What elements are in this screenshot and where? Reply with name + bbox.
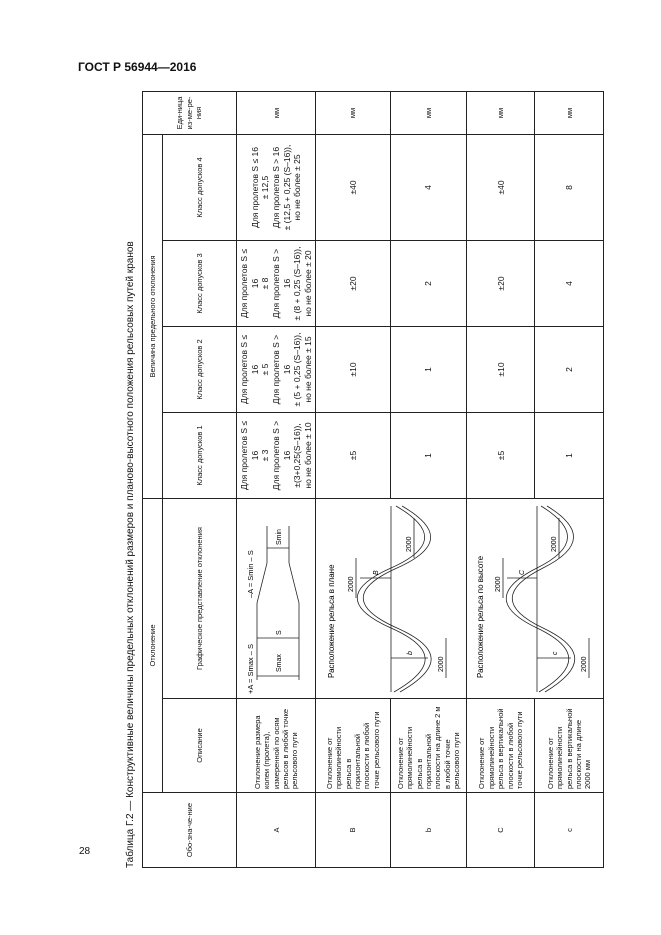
table-title: Таблица Г.2 — Конструктивные величины предельных отклонений размеров и планово-высотного положения рельсовых путей кранов bbox=[125, 241, 136, 868]
table-row bbox=[390, 91, 467, 867]
header-class-1: Класс допусков 1 bbox=[163, 413, 237, 499]
header-limit-group: Величина предельного отклонения bbox=[143, 134, 163, 498]
plan-caption: Расположение рельса в плане bbox=[327, 564, 337, 678]
graphic-cell bbox=[467, 499, 604, 699]
unit-cell: мм bbox=[237, 91, 316, 134]
graphic-cell bbox=[316, 499, 467, 699]
tolerance-table bbox=[142, 91, 604, 868]
length-label: 2000 bbox=[495, 576, 503, 592]
header-graphic: Графическое представление отклонения bbox=[163, 499, 237, 699]
designation-cell: c bbox=[535, 793, 604, 868]
table-row bbox=[316, 91, 390, 867]
class-3-value: 4 bbox=[535, 241, 604, 327]
b-upper-label: B bbox=[373, 570, 381, 575]
smin-label: Smin bbox=[276, 529, 284, 545]
description-cell: Отклонение от прямолинейности рельса в горизонтальной плоскости в любой точке рельсового пути bbox=[316, 699, 390, 793]
designation-cell: B bbox=[316, 793, 390, 868]
description-cell: Отклонение от прямолинейности рельса в вертикальной плоскости на длине 2000 мм bbox=[535, 699, 604, 793]
page-number: 28 bbox=[79, 846, 91, 857]
table-row bbox=[467, 91, 535, 867]
description-cell: Отклонение размера колеи (пролета), измеренной по осям рельсов в любой точке рельсового пути bbox=[237, 699, 316, 793]
length-label: 2000 bbox=[348, 576, 356, 592]
class-4-value: Для пролетов S ≤ 16 ± 12,5 Для пролетов S > 16 ± (12,5 + 0,25 (S–16)), но не более ± 25 bbox=[237, 134, 316, 240]
class-1-value: 1 bbox=[535, 413, 604, 499]
horizontal-straightness-diagram bbox=[316, 500, 466, 698]
class-1-value: Для пролетов S ≤ 16 ± 3 Для пролетов S > 16 ±(3+0,25(S–16)), но не более ± 10 bbox=[237, 413, 316, 499]
smax-label: Smax bbox=[276, 654, 284, 672]
height-caption: Расположение рельса по высоте bbox=[476, 555, 486, 678]
c-upper-label: C bbox=[519, 569, 527, 575]
table-row bbox=[237, 91, 316, 867]
class-3-value: 2 bbox=[390, 241, 467, 327]
class-2-value: ±10 bbox=[316, 327, 390, 413]
class-2-value: ±10 bbox=[467, 327, 535, 413]
header-description: Описание bbox=[163, 699, 237, 793]
description-cell: Отклонение от прямолинейности рельса в вертикальной плоскости в любой точке рельсового пути bbox=[467, 699, 535, 793]
unit-cell: мм bbox=[390, 91, 467, 134]
document-code: ГОСТ Р 56944—2016 bbox=[78, 60, 197, 74]
formula-plus: +A = Smax – S bbox=[246, 643, 256, 694]
class-1-value: ±5 bbox=[316, 413, 390, 499]
track-gauge-diagram bbox=[245, 500, 307, 698]
c-label: c bbox=[552, 651, 560, 655]
designation-cell: C bbox=[467, 793, 535, 868]
table-row bbox=[535, 91, 604, 867]
length-label: 2000 bbox=[551, 536, 559, 552]
class-2-value: Для пролетов S ≤ 16 ± 5 Для пролетов S > 16 ± (5 + 0,25 (S–16)), но не более ± 15 bbox=[237, 327, 316, 413]
unit-cell: мм bbox=[467, 91, 535, 134]
rotated-table-block bbox=[120, 92, 593, 868]
length-label: 2000 bbox=[438, 656, 446, 672]
class-1-value: ±5 bbox=[467, 413, 535, 499]
class-3-value: ±20 bbox=[316, 241, 390, 327]
length-label: 2000 bbox=[406, 536, 414, 552]
header-unit: Еди-ница из-ме-ре-ния bbox=[143, 91, 237, 134]
class-4-value: ±40 bbox=[316, 134, 390, 240]
designation-cell: b bbox=[390, 793, 467, 868]
graphic-cell bbox=[237, 499, 316, 699]
b-label: b bbox=[407, 651, 415, 655]
class-2-value: 2 bbox=[535, 327, 604, 413]
header-deviation-group: Отклонение bbox=[143, 499, 163, 793]
header-designation: Обо-зна-че-ние bbox=[143, 793, 237, 868]
class-4-value: 8 bbox=[535, 134, 604, 240]
length-label: 2000 bbox=[581, 656, 589, 672]
s-label: S bbox=[276, 630, 284, 635]
class-3-value: Для пролетов S ≤ 16 ± 8 Для пролетов S > 16 ± (8 + 0,25 (S–16)), но не более ± 20 bbox=[237, 241, 316, 327]
formula-minus: –A = Smin – S bbox=[246, 550, 256, 598]
vertical-straightness-diagram bbox=[467, 500, 603, 698]
header-class-4: Класс допусков 4 bbox=[163, 134, 237, 240]
class-2-value: 1 bbox=[390, 327, 467, 413]
header-class-2: Класс допусков 2 bbox=[163, 327, 237, 413]
description-cell: Отклонение от прямолинейности рельса в горизонтальной плоскости на длине 2 м в любой точке рельсового пути bbox=[390, 699, 467, 793]
header-class-3: Класс допусков 3 bbox=[163, 241, 237, 327]
class-4-value: ±40 bbox=[467, 134, 535, 240]
unit-cell: мм bbox=[316, 91, 390, 134]
class-1-value: 1 bbox=[390, 413, 467, 499]
class-3-value: ±20 bbox=[467, 241, 535, 327]
designation-cell: A bbox=[237, 793, 316, 868]
class-4-value: 4 bbox=[390, 134, 467, 240]
unit-cell: мм bbox=[535, 91, 604, 134]
